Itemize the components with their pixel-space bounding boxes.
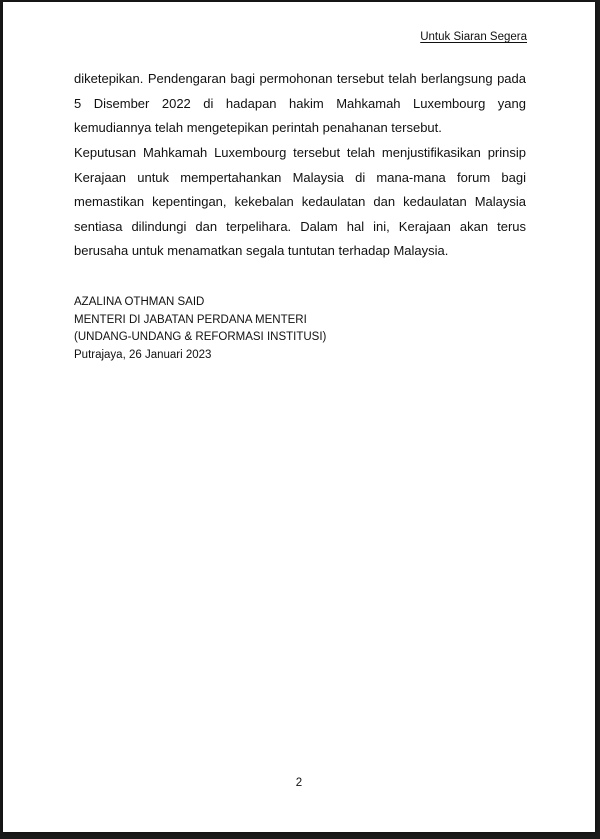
document-page xyxy=(3,2,595,832)
paragraph-decision xyxy=(74,141,526,264)
place-date: Putrajaya, 26 Januari 2023 xyxy=(74,348,212,361)
release-label: Untuk Siaran Segera xyxy=(420,31,527,43)
signatory-name: AZALINA OTHMAN SAID xyxy=(74,296,205,308)
signature-block xyxy=(74,294,326,364)
signatory-portfolio: (UNDANG-UNDANG & REFORMASI INSTITUSI) xyxy=(74,331,327,343)
paragraph-hearing xyxy=(74,67,526,141)
paragraph-text: diketepikan. Pendengaran bagi permohonan tersebut telah berlangsung pada 5 Disember 2022 di hadapan hakim Mahkamah Luxembourg yang kemudiannya telah mengetepikan perintah penahanan tersebut. xyxy=(74,71,526,135)
paragraph-text: Keputusan Mahkamah Luxembourg tersebut telah menjustifikasikan prinsip Kerajaan untuk mempertahankan Malaysia di mana-mana forum bagi memastikan kepentingan, kekebalan kedaulatan dan kedaulatan Malaysia sentiasa dilindungi dan terpelihara. Dalam hal ini, Kerajaan akan terus berusaha untuk menamatkan segala tuntutan terhadap Malaysia. xyxy=(74,145,526,258)
page-number: 2 xyxy=(295,777,303,789)
signatory-title: MENTERI DI JABATAN PERDANA MENTERI xyxy=(74,313,307,326)
